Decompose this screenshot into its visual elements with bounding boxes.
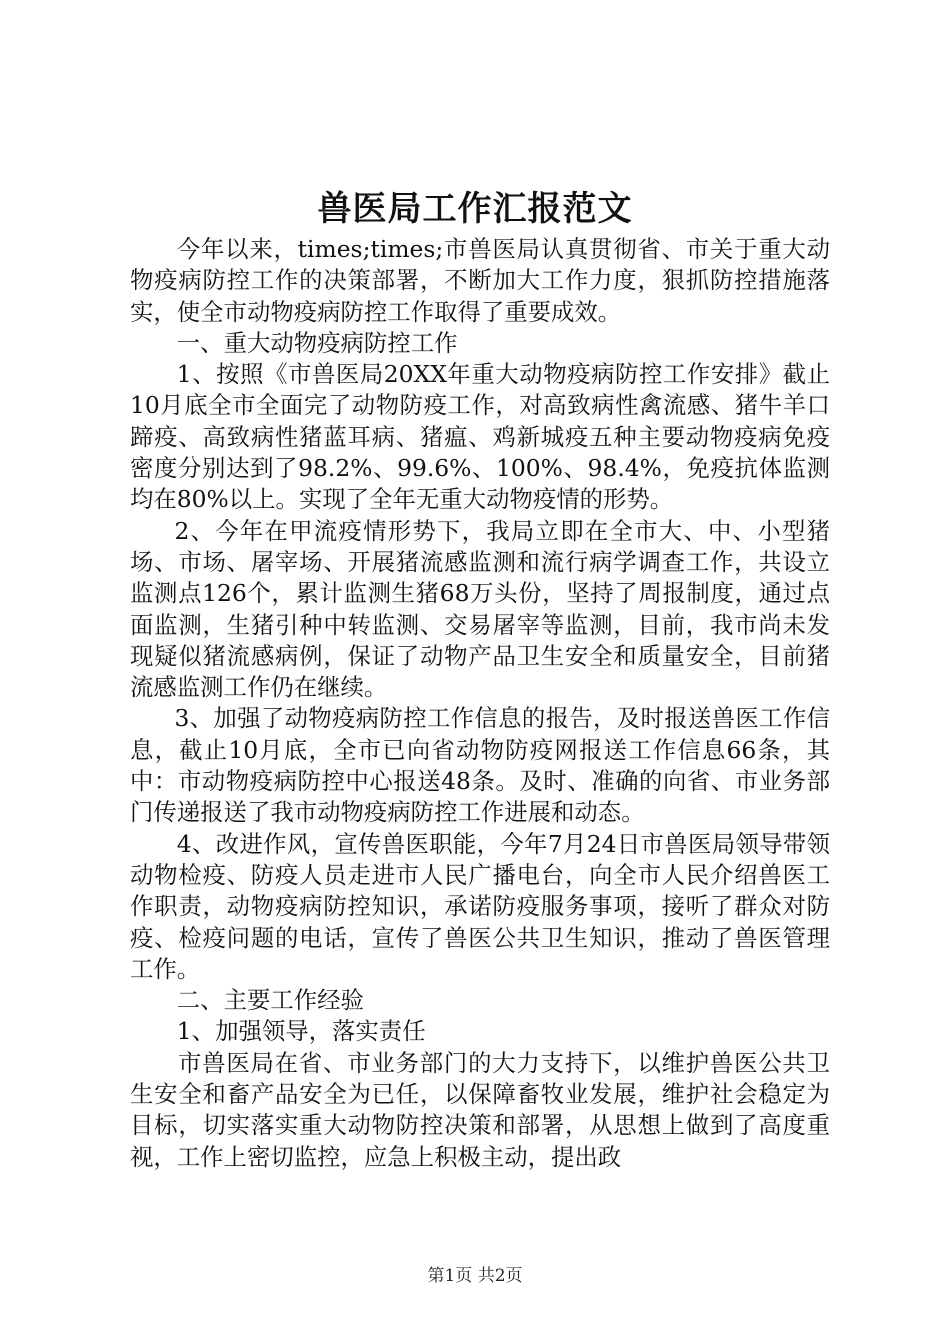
document-title: 兽医局工作汇报范文 <box>317 189 633 229</box>
document-body <box>130 234 830 1173</box>
page-footer: 第1页 共2页 <box>427 1266 523 1286</box>
paragraph-experience-1: 市兽医局在省、市业务部门的大力支持下，以维护兽医公共卫生安全和畜产品安全为已任，以保障畜牧业发展，维护社会稳定为目标，切实落实重大动物防控决策和部署，从思想上做到了高度重视，工作上密切监控，应急上积极主动，提出政 <box>130 1048 830 1171</box>
subsection-heading-1: 1、加强领导，落实责任 <box>176 1017 426 1046</box>
paragraph-item-3: 3、加强了动物疫病防控工作信息的报告，及时报送兽医工作信息，截止10月底，全市已向省动物防疫网报送工作信息66条，其中：市动物疫病防控中心报送48条。及时、准确的向省、市业务部门传递报送了我市动物疫病防控工作进展和动态。 <box>130 704 830 827</box>
section-heading-1: 一、重大动物疫病防控工作 <box>176 328 458 357</box>
paragraph-item-1: 1、按照《市兽医局20XX年重大动物疫病防控工作安排》截止10月底全市全面完了动物防疫工作，对高致病性禽流感、猪牛羊口蹄疫、高致病性猪蓝耳病、猪瘟、鸡新城疫五种主要动物疫病免疫密度分别达到了98.2%、99.6%、100%、98.4%，免疫抗体监测均在80%以上。实现了全年无重大动物疫情的形势。 <box>130 360 830 514</box>
paragraph-item-4: 4、改进作风，宣传兽医职能，今年7月24日市兽医局领导带领动物检疫、防疫人员走进市人民广播电台，向全市人民介绍兽医工作职责，动物疫病防控知识，承诺防疫服务事项，接听了群众对防疫、检疫问题的电话，宣传了兽医公共卫生知识，推动了兽医管理工作。 <box>130 829 830 983</box>
section-heading-2: 二、主要工作经验 <box>176 986 364 1015</box>
intro-paragraph: 今年以来，times;times;市兽医局认真贯彻省、市关于重大动物疫病防控工作的决策部署，不断加大工作力度，狠抓防控措施落实，使全市动物疫病防控工作取得了重要成效。 <box>130 235 830 326</box>
paragraph-item-2: 2、今年在甲流疫情形势下，我局立即在全市大、中、小型猪场、市场、屠宰场、开展猪流感监测和流行病学调查工作，共设立监测点126个，累计监测生猪68万头份，坚持了周报制度，通过点面监测，生猪引种中转监测、交易屠宰等监测，目前，我市尚未发现疑似猪流感病例，保证了动物产品卫生安全和质量安全，目前猪流感监测工作仍在继续。 <box>130 516 830 702</box>
